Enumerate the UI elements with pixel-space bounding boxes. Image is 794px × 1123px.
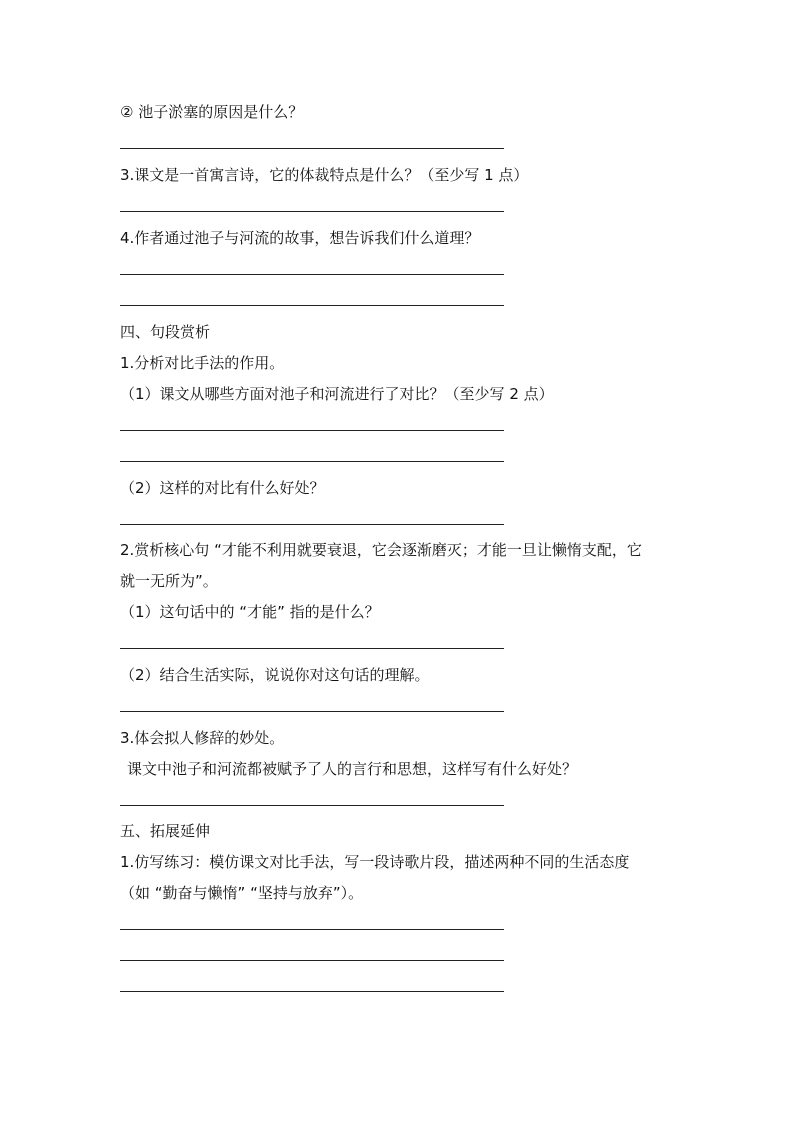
section-4-question-2-line-1: 2.赏析核心句 “才能不利用就要衰退，它会逐渐磨灭；才能一旦让懒惰支配，它: [120, 541, 642, 559]
answer-line[interactable]: [120, 305, 504, 306]
question-3: 3.课文是一首寓言诗，它的体裁特点是什么？（至少写 1 点）: [120, 166, 529, 184]
section-4-question-1-1: （1）课文从哪些方面对池子和河流进行了对比？（至少写 2 点）: [120, 385, 554, 403]
section-5-heading: 五、拓展延伸: [120, 822, 211, 840]
answer-line[interactable]: [120, 929, 504, 930]
section-4-question-2-1: （1）这句话中的 “才能” 指的是什么？: [120, 603, 380, 621]
section-5-question-1-line-1: 1.仿写练习：模仿课文对比手法，写一段诗歌片段，描述两种不同的生活态度: [120, 853, 630, 871]
section-4-question-3-text: 课文中池子和河流都被赋予了人的言行和思想，这样写有什么好处？: [127, 760, 578, 778]
section-4-question-1: 1.分析对比手法的作用。: [120, 354, 285, 372]
question-2-2: ② 池子淤塞的原因是什么？: [120, 103, 304, 121]
answer-line[interactable]: [120, 524, 504, 525]
section-5-question-1-line-2: （如 “勤奋与懒惰” “坚持与放弃”）。: [120, 884, 364, 902]
answer-line[interactable]: [120, 711, 504, 712]
answer-line[interactable]: [120, 274, 504, 275]
section-4-question-1-2: （2）这样的对比有什么好处？: [120, 479, 325, 497]
answer-line[interactable]: [120, 805, 504, 806]
answer-line[interactable]: [120, 991, 504, 992]
question-4: 4.作者通过池子与河流的故事，想告诉我们什么道理？: [120, 229, 480, 247]
answer-line[interactable]: [120, 461, 504, 462]
section-4-heading: 四、句段赏析: [120, 323, 211, 341]
section-4-question-2-line-2: 就一无所为”。: [120, 572, 218, 590]
answer-line[interactable]: [120, 430, 504, 431]
section-4-question-2-2: （2）结合生活实际，说说你对这句话的理解。: [120, 666, 430, 684]
answer-line[interactable]: [120, 148, 504, 149]
answer-line[interactable]: [120, 960, 504, 961]
answer-line[interactable]: [120, 648, 504, 649]
answer-line[interactable]: [120, 211, 504, 212]
section-4-question-3: 3.体会拟人修辞的妙处。: [120, 729, 285, 747]
